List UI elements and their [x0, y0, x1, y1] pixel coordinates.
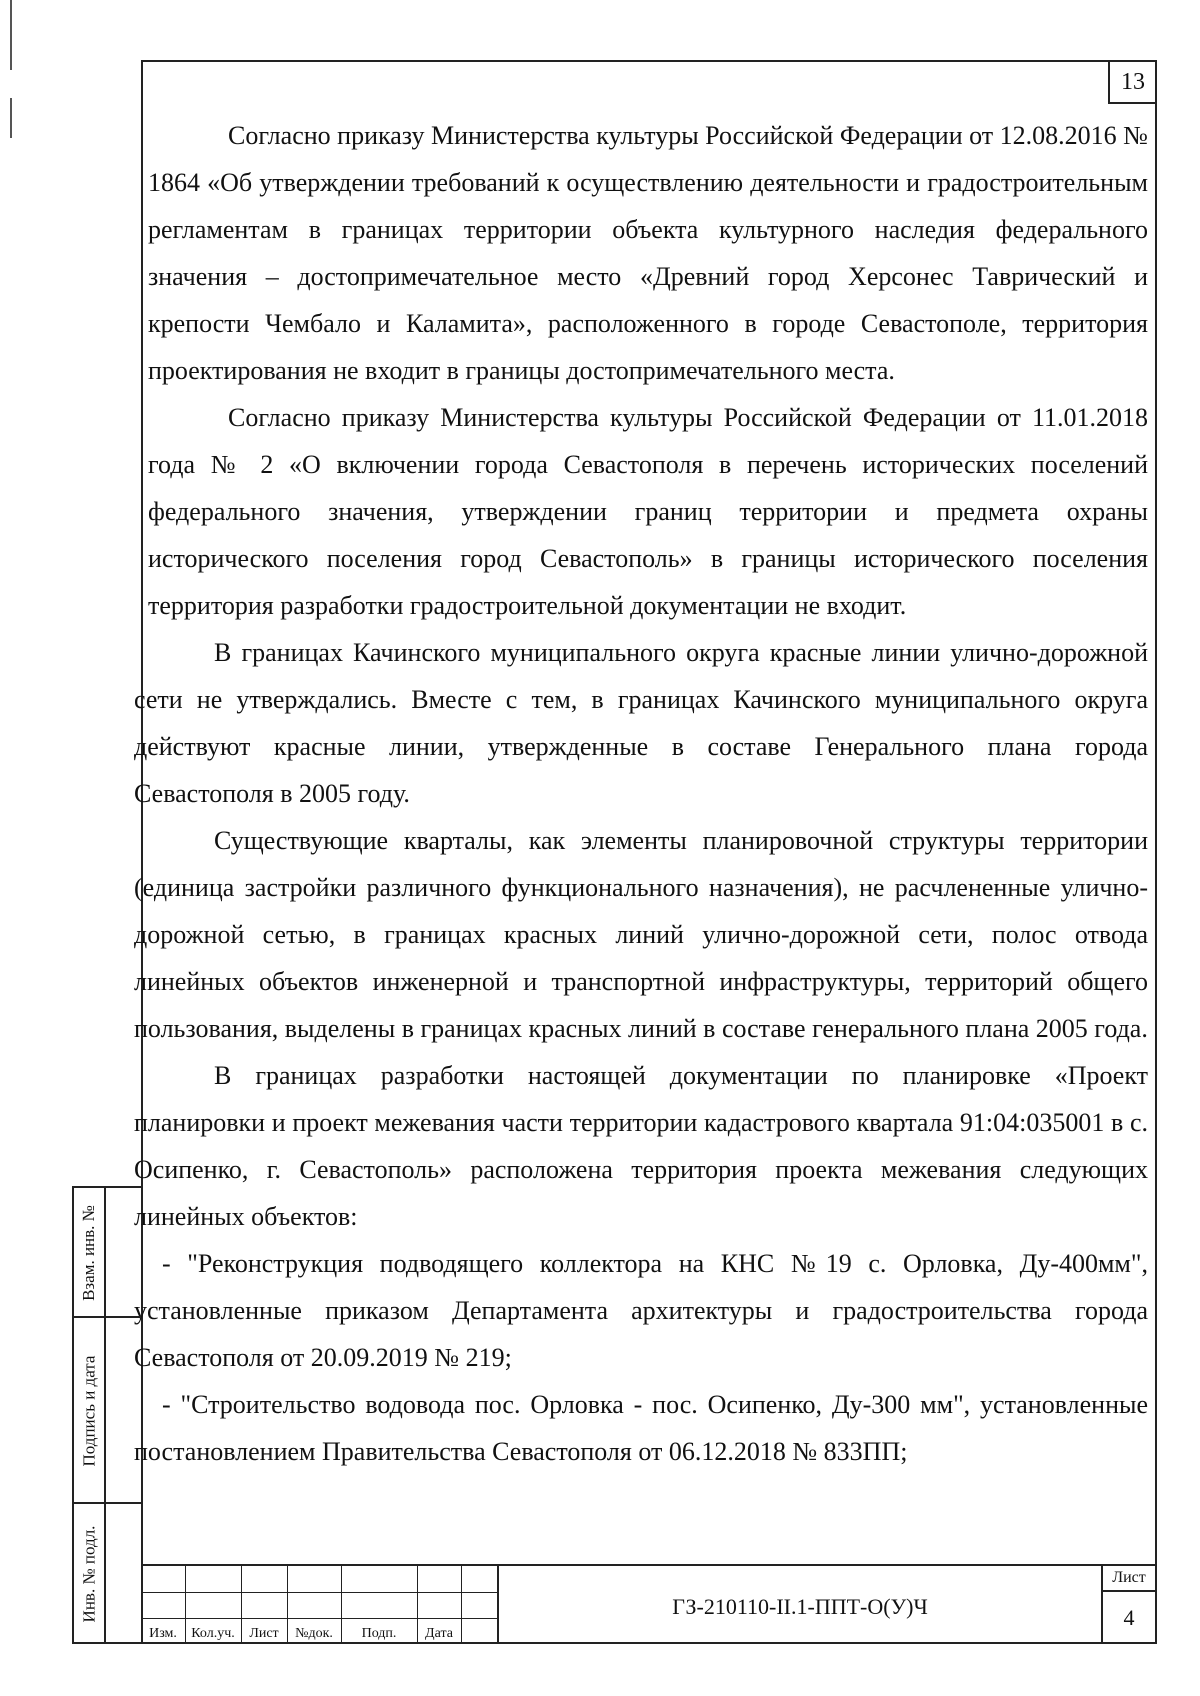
replaced-inv-label: Взам. инв. № — [79, 1205, 98, 1301]
scan-artifact-line — [10, 0, 12, 70]
header-doc-no: №док. — [295, 1626, 333, 1641]
header-date: Дата — [425, 1626, 453, 1641]
revision-grid — [141, 1566, 497, 1644]
side-stamp — [72, 1186, 141, 1644]
grid-line — [141, 1618, 497, 1619]
sheet-cell — [1101, 1566, 1155, 1644]
document-code: ГЗ-210110-II.1-ППТ-О(У)Ч — [497, 1566, 1101, 1644]
paragraph-1: Согласно приказу Министерства культуры Российской Федерации от 12.08.2016 № 1864 «Об утверждении требований к осуществлению деятельности и градостроительным регламентам в границах территории объекта культурного наследия федерального значения – достопримечательное место «Древний город Херсонес Таврический и крепости Чембало и Каламита», расположенного в городе Севастополе, территория проектирования не входит в границы достопримечательного места. — [148, 121, 1148, 385]
list-item-2: - "Строительство водовода пос. Орловка - пос. Осипенко, Ду-300 мм", установленные постановлением Правительства Севастополя от 06.12.2018 № 833ПП; — [134, 1390, 1148, 1466]
signature-date-label: Подпись и дата — [79, 1355, 98, 1467]
original-inv-label: Инв. № подл. — [79, 1525, 98, 1623]
document-body — [134, 112, 1148, 1475]
grid-line — [141, 1592, 497, 1593]
header-signature: Подп. — [361, 1626, 397, 1641]
header-count: Кол.уч. — [191, 1626, 235, 1641]
paragraph-3: В границах Качинского муниципального округа красные линии улично-дорожной сети не утверждались. Вместе с тем, в границах Качинского муниципального округа действуют красные линии, утвержденные в составе Генерального плана города Севастополя в 2005 году. — [134, 638, 1148, 808]
title-block — [141, 1564, 1157, 1644]
sheet-label: Лист — [1103, 1566, 1155, 1592]
scan-artifact-line — [10, 98, 12, 138]
paragraph-4: Существующие кварталы, как элементы планировочной структуры территории (единица застройки различного функционального назначения), не расчлененные улично-дорожной сетью, в границах красных линий улично-дорожной сети, полос отвода линейных объектов инженерной и транспортной инфраструктуры, территорий общего пользования, выделены в границах красных линий в составе генерального плана 2005 года. — [134, 826, 1148, 1043]
header-sheet: Лист — [249, 1626, 279, 1641]
header-rev: Изм. — [149, 1626, 177, 1641]
page-number: 13 — [1108, 62, 1156, 104]
list-item-1: - "Реконструкция подводящего коллектора на КНС №19 с. Орловка, Ду-400мм", установленные приказом Департамента архитектуры и градостроительства города Севастополя от 20.09.2019 № 219; — [134, 1249, 1148, 1372]
grid-line — [461, 1566, 462, 1644]
paragraph-2: Согласно приказу Министерства культуры Российской Федерации от 11.01.2018 года № 2 «О включении города Севастополя в перечень исторических поселений федерального значения, утверждении границ территории и предмета охраны исторического поселения город Севастополь» в границы исторического поселения территория разработки градостроительной документации не входит. — [148, 403, 1148, 620]
sheet-number: 4 — [1123, 1605, 1135, 1630]
paragraph-5: В границах разработки настоящей документации по планировке «Проект планировки и проект межевания части территории кадастрового квартала 91:04:035001 в с. Осипенко, г. Севастополь» расположена территория проекта межевания следующих линейных объектов: — [134, 1061, 1148, 1231]
